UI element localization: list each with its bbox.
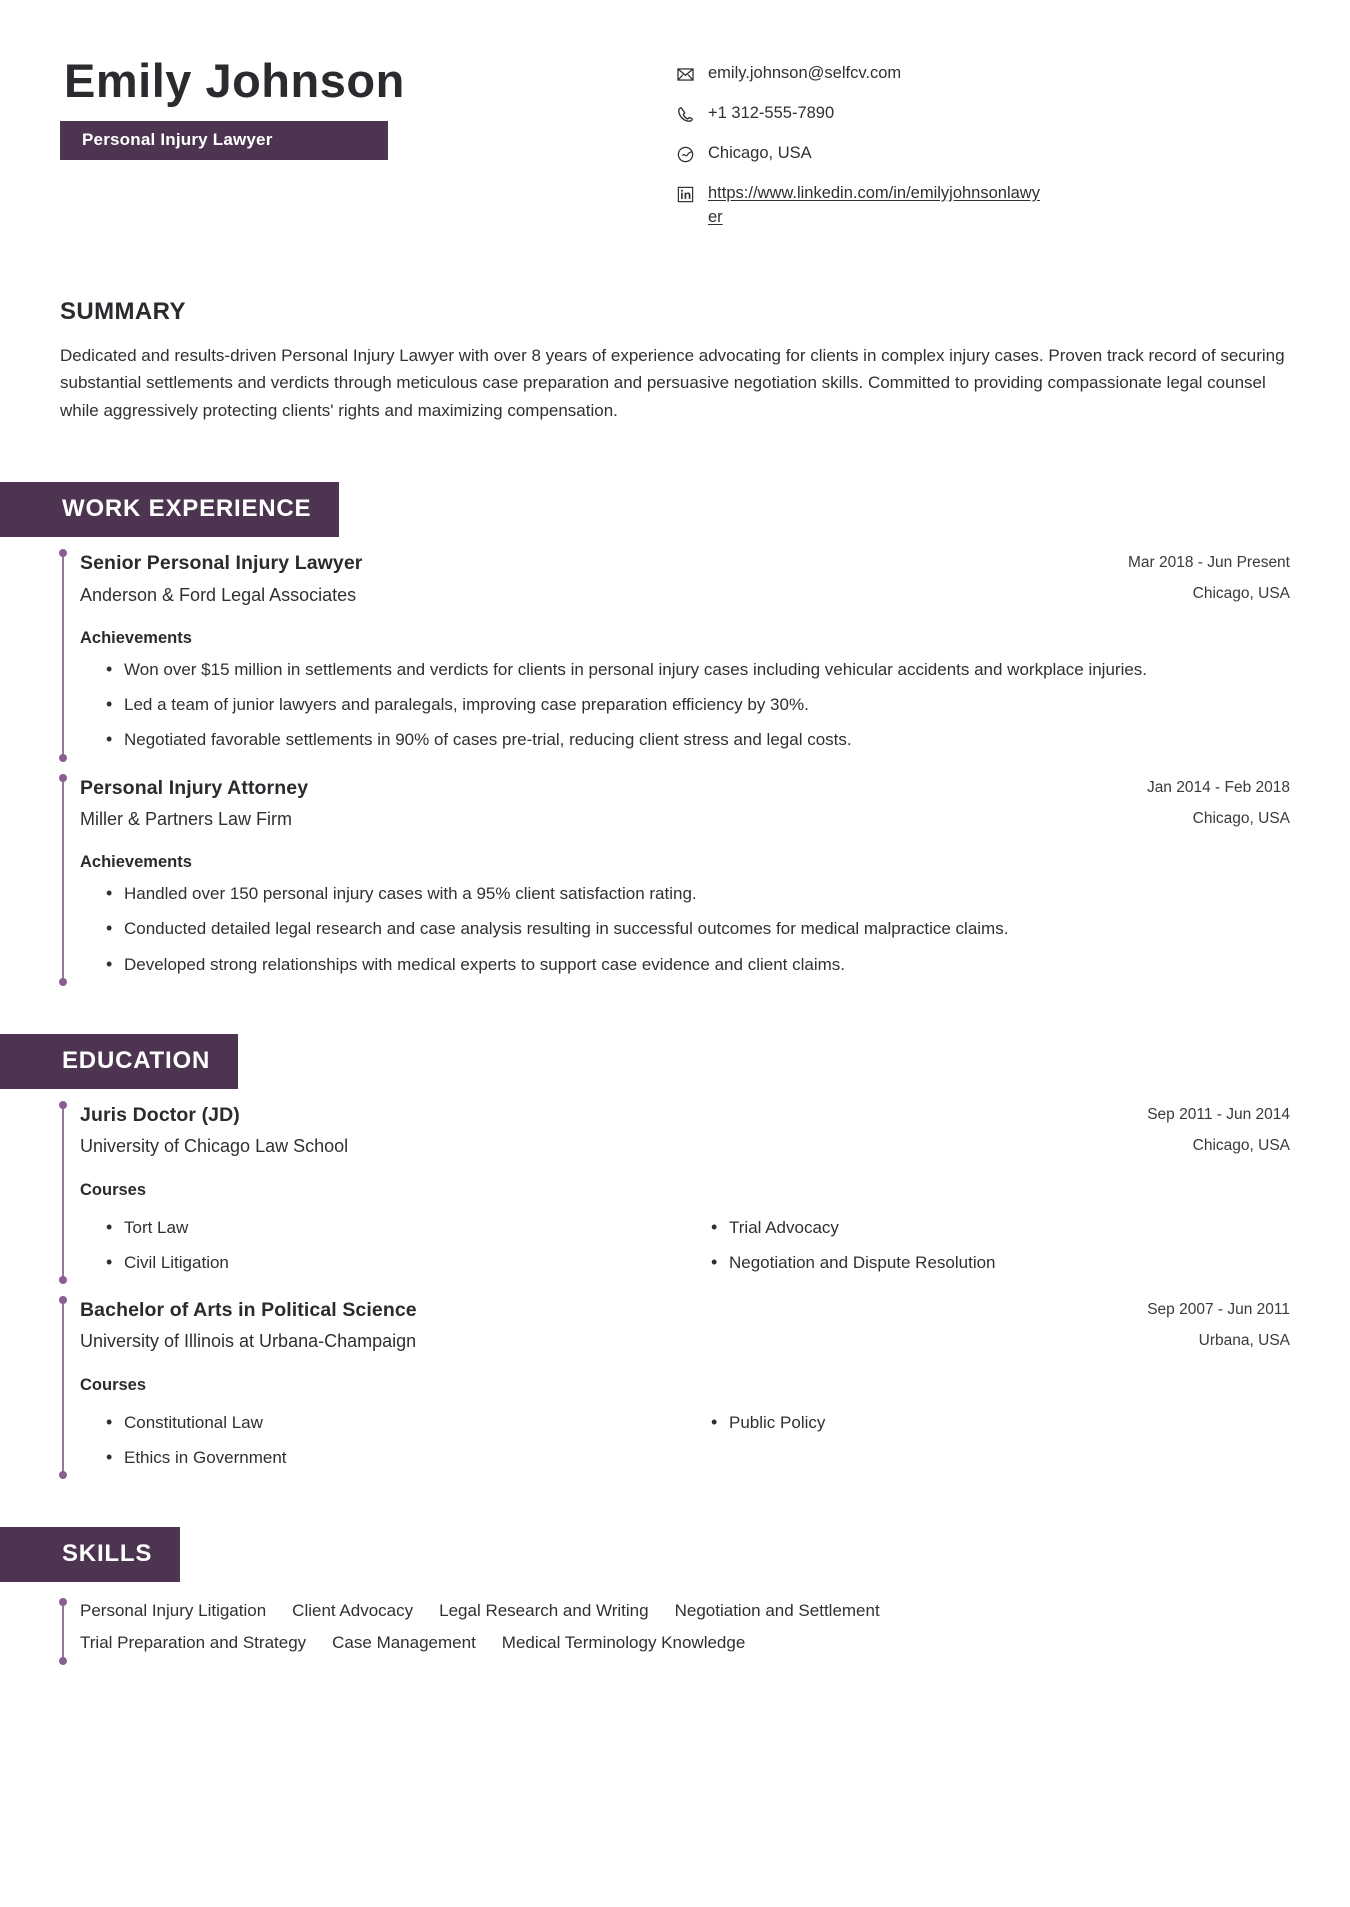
education-heading: EDUCATION bbox=[0, 1034, 238, 1089]
timeline-rail bbox=[62, 1107, 64, 1278]
header-identity bbox=[60, 48, 620, 160]
contact-list bbox=[620, 48, 1290, 246]
bullet-item: • Won over $15 million in settlements and verdicts for clients in personal injury cases including vehicular accidents and workplace injuries. bbox=[80, 656, 1290, 683]
education-entry-dates: Sep 2011 - Jun 2014 bbox=[1147, 1105, 1290, 1123]
phone-icon bbox=[676, 105, 695, 124]
work-entry bbox=[60, 762, 1290, 986]
education-entry-main bbox=[80, 1103, 1100, 1159]
course-item: • Public Policy bbox=[685, 1409, 1290, 1436]
summary-section bbox=[0, 246, 1350, 425]
summary-text: Dedicated and results-driven Personal Injury Lawyer with over 8 years of experience advocating for clients in complex injury cases. Proven track record of securing substantial settlements and verdicts through meticulous case preparation and persuasive negotiation skills. Committed to providing compassionate legal counsel while aggressively protecting clients' rights and maximizing compensation. bbox=[60, 345, 1285, 420]
skills-banner-wrap bbox=[0, 1527, 1350, 1582]
achievements-label: Achievements bbox=[80, 628, 192, 647]
course-item: • Ethics in Government bbox=[80, 1444, 685, 1471]
skills-inner bbox=[60, 1598, 1290, 1663]
linkedin-icon bbox=[676, 185, 695, 204]
achievements-label: Achievements bbox=[80, 853, 192, 872]
work-entry-meta bbox=[1100, 776, 1290, 828]
course-item: • Negotiation and Dispute Resolution bbox=[685, 1249, 1290, 1276]
linkedin-url-text[interactable]: https://www.linkedin.com/in/emilyjohnsonlawyer bbox=[708, 183, 1040, 226]
work-entry-meta bbox=[1100, 551, 1290, 603]
work-experience-banner-wrap bbox=[0, 482, 1350, 537]
work-entry-organization: Anderson & Ford Legal Associates bbox=[80, 584, 357, 605]
education-entry-dates: Sep 2007 - Jun 2011 bbox=[1147, 1300, 1290, 1318]
skill-item: Case Management bbox=[332, 1633, 476, 1653]
contact-location-text: Chicago, USA bbox=[708, 143, 812, 162]
education-entry-head bbox=[80, 1298, 1290, 1354]
skills-heading: SKILLS bbox=[0, 1527, 180, 1582]
skill-item: Client Advocacy bbox=[292, 1601, 414, 1621]
education-entry bbox=[60, 1089, 1290, 1284]
timeline-rail bbox=[62, 1604, 64, 1659]
resume-header bbox=[0, 0, 1350, 246]
contact-email-text: emily.johnson@selfcv.com bbox=[708, 64, 902, 82]
work-entry-bullets bbox=[80, 880, 1290, 978]
courses-label: Courses bbox=[80, 1180, 147, 1199]
education-entry-degree: Bachelor of Arts in Political Science bbox=[80, 1298, 417, 1321]
education-entries bbox=[0, 1089, 1350, 1479]
work-entry-main bbox=[80, 551, 1100, 607]
education-entry-main bbox=[80, 1298, 1100, 1354]
education-entry-degree: Juris Doctor (JD) bbox=[80, 1103, 240, 1126]
education-courses bbox=[80, 1401, 1290, 1471]
envelope-icon bbox=[676, 65, 695, 84]
work-experience-entries bbox=[0, 537, 1350, 986]
education-entry-location: Urbana, USA bbox=[1198, 1331, 1290, 1349]
page-title: Emily Johnson bbox=[64, 54, 405, 107]
work-entry bbox=[60, 537, 1290, 761]
contact-location bbox=[676, 142, 1290, 166]
work-entry-head bbox=[80, 776, 1290, 832]
bullet-item: • Developed strong relationships with medical experts to support case evidence and client claims. bbox=[80, 951, 1290, 978]
work-entry-role: Personal Injury Attorney bbox=[80, 776, 309, 799]
bullet-item: • Negotiated favorable settlements in 90% of cases pre-trial, reducing client stress and legal costs. bbox=[80, 726, 1290, 753]
education-courses bbox=[80, 1206, 1290, 1276]
bullet-item: • Handled over 150 personal injury cases with a 95% client satisfaction rating. bbox=[80, 880, 1290, 907]
work-entry-location: Chicago, USA bbox=[1192, 585, 1290, 603]
courses-label: Courses bbox=[80, 1375, 147, 1394]
bullet-item: • Led a team of junior lawyers and paralegals, improving case preparation efficiency by 30%. bbox=[80, 691, 1290, 718]
timeline-rail bbox=[62, 1302, 64, 1473]
course-item: • Tort Law bbox=[80, 1214, 685, 1241]
education-entry-meta bbox=[1100, 1298, 1290, 1350]
skills-list bbox=[80, 1598, 1080, 1663]
education-entry-meta bbox=[1100, 1103, 1290, 1155]
work-entry-head bbox=[80, 551, 1290, 607]
work-entry-organization: Miller & Partners Law Firm bbox=[80, 808, 293, 829]
skill-item: Personal Injury Litigation bbox=[80, 1601, 267, 1621]
course-item: • Trial Advocacy bbox=[685, 1214, 1290, 1241]
education-banner-wrap bbox=[0, 1034, 1350, 1089]
contact-phone bbox=[676, 102, 1290, 126]
course-item: • Constitutional Law bbox=[80, 1409, 685, 1436]
education-entry-head bbox=[80, 1103, 1290, 1159]
course-item: • Civil Litigation bbox=[80, 1249, 685, 1276]
skill-item: Negotiation and Settlement bbox=[674, 1601, 880, 1621]
work-entry-role: Senior Personal Injury Lawyer bbox=[80, 552, 363, 575]
summary-heading: SUMMARY bbox=[60, 297, 186, 325]
timeline-rail bbox=[62, 780, 64, 980]
education-entry-school: University of Chicago Law School bbox=[80, 1136, 349, 1157]
work-entry-dates: Mar 2018 - Jun Present bbox=[1128, 554, 1290, 572]
education-entry-location: Chicago, USA bbox=[1192, 1136, 1290, 1154]
job-title-badge: Personal Injury Lawyer bbox=[60, 121, 388, 160]
skill-item: Trial Preparation and Strategy bbox=[80, 1633, 307, 1653]
work-entry-bullets bbox=[80, 656, 1290, 754]
work-entry-dates: Jan 2014 - Feb 2018 bbox=[1146, 778, 1290, 796]
globe-icon bbox=[676, 145, 695, 164]
education-entry bbox=[60, 1284, 1290, 1479]
work-experience-heading: WORK EXPERIENCE bbox=[0, 482, 339, 537]
skill-item: Legal Research and Writing bbox=[439, 1601, 649, 1621]
bullet-item: • Conducted detailed legal research and case analysis resulting in successful outcomes for medical malpractice claims. bbox=[80, 915, 1290, 942]
contact-phone-text: +1 312-555-7890 bbox=[708, 103, 835, 122]
contact-email bbox=[676, 62, 1290, 86]
work-entry-location: Chicago, USA bbox=[1192, 809, 1290, 827]
skill-item: Medical Terminology Knowledge bbox=[501, 1633, 746, 1653]
timeline-rail bbox=[62, 555, 64, 755]
contact-linkedin-link[interactable] bbox=[708, 182, 1048, 230]
contact-linkedin[interactable] bbox=[676, 182, 1290, 230]
education-entry-school: University of Illinois at Urbana-Champaign bbox=[80, 1331, 417, 1352]
skills-section bbox=[0, 1582, 1350, 1663]
work-entry-main bbox=[80, 776, 1100, 832]
